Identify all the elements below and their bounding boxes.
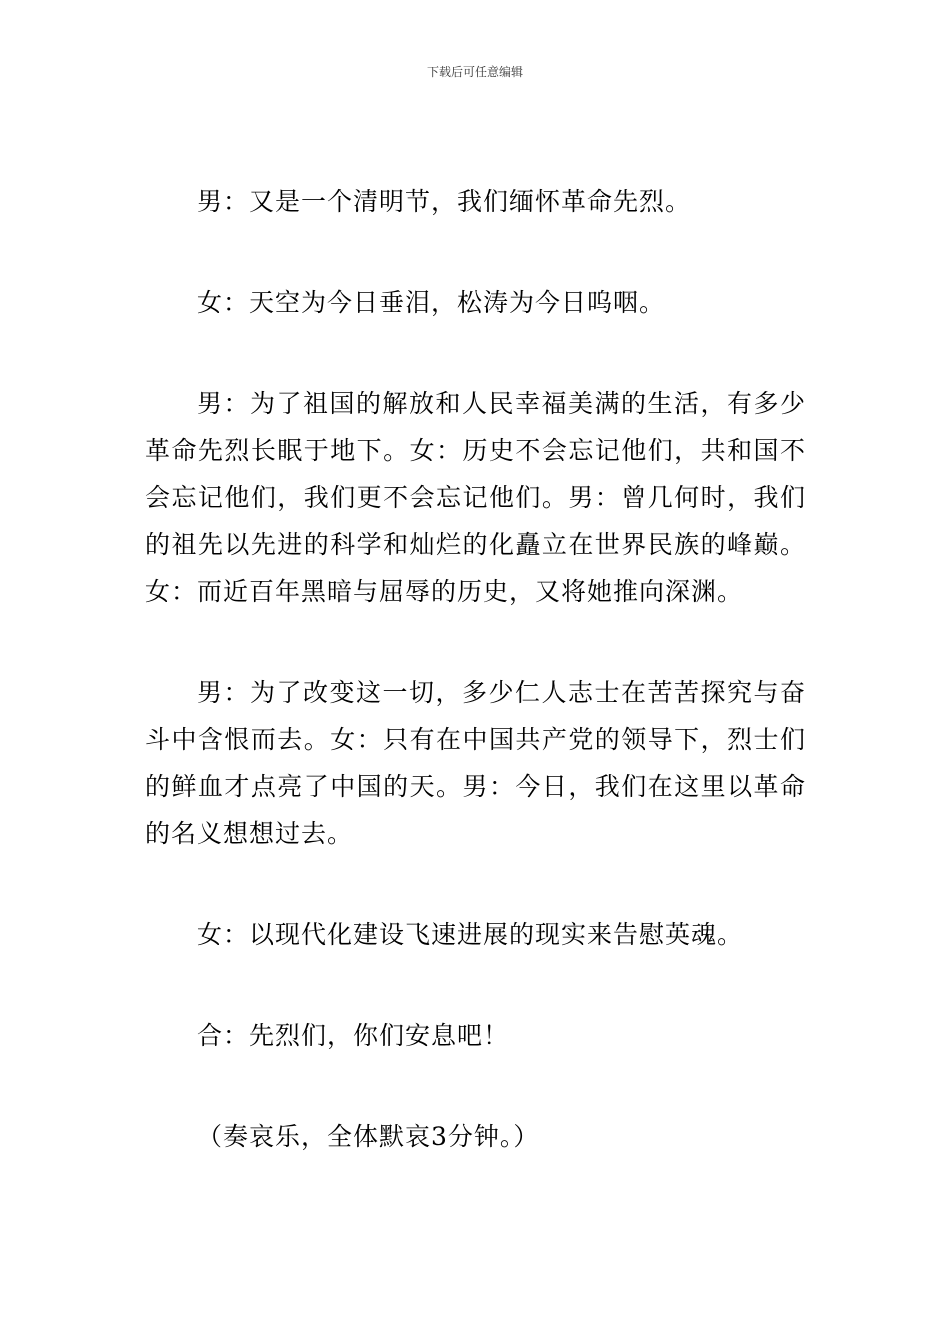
paragraph-5: 女：以现代化建设飞速进展的现实来告慰英魂。 xyxy=(197,920,744,949)
paragraph-1: 男：又是一个清明节，我们缅怀革命先烈。 xyxy=(197,187,692,216)
page-header: 下载后可任意编辑 xyxy=(426,65,523,79)
paragraph-4: 男：为了改变这一切，多少仁人志士在苦苦探究与奋斗中含恨而去。女：只有在中国共产党的领导下，烈士们的鲜血才点亮了中国的天。男：今日，我们在这里以革命的名义想想过去。 xyxy=(145,678,806,848)
paragraph-3: 男：为了祖国的解放和人民幸福美满的生活，有多少革命先烈长眠于地下。女：历史不会忘记他们，共和国不会忘记他们，我们更不会忘记他们。男：曾几何时，我们的祖先以先进的科学和灿烂的化矗立在世界民族的峰巅。女：而近百年黑暗与屈辱的历史，又将她推向深渊。 xyxy=(145,389,806,606)
paragraph-7: （奏哀乐，全体默哀3分钟。） xyxy=(197,1122,540,1151)
paragraph-2: 女：天空为今日垂泪，松涛为今日呜咽。 xyxy=(197,288,666,317)
document-body xyxy=(145,178,806,1160)
paragraph-6: 合：先烈们，你们安息吧！ xyxy=(197,1021,510,1050)
